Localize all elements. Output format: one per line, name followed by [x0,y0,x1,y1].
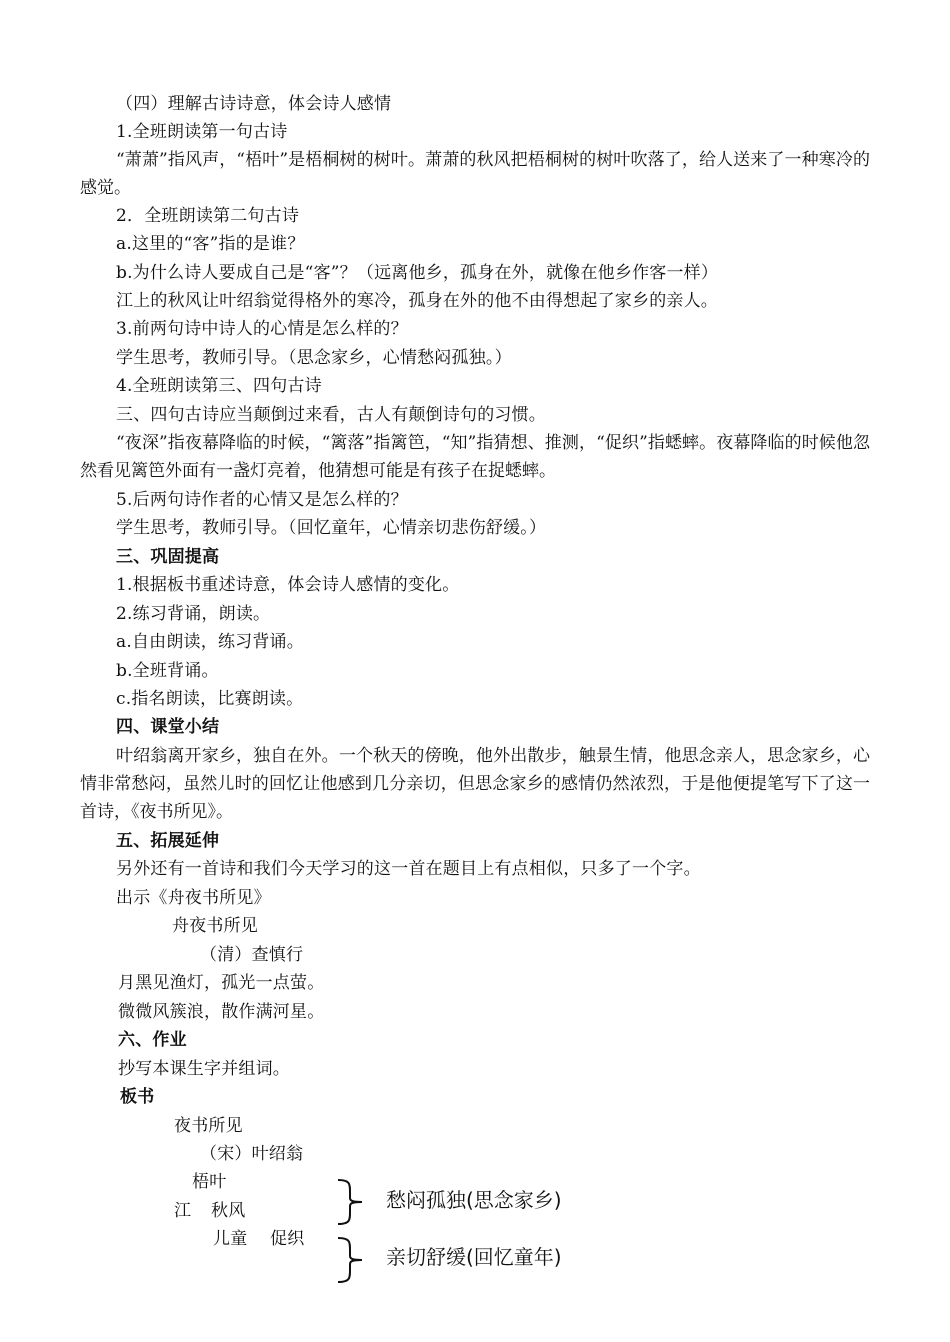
paragraph: 抄写本课生字并组词。 [118,1059,290,1079]
section-heading: 三、巩固提高 [116,547,220,567]
board-word: 梧叶 [192,1172,227,1192]
list-item: a.这里的“客”指的是谁？ [116,234,305,254]
board-emotion: 愁闷孤独(思念家乡) [386,1188,562,1212]
list-item: 5.后两句诗作者的心情又是怎么样的？ [116,490,408,510]
board-word: 秋风 [211,1201,246,1221]
paragraph: 叶绍翁离开家乡，独自在外。一个秋天的傍晚，他外出散步，触景生情，他思念亲人，思念家乡，心情非常愁闷，虽然儿时的回忆让他感到几分亲切，但思念家乡的感情仍然浓烈，于是他便提笔写下了这一首诗，《夜书所见》。 [80,746,870,822]
board-author: （宋）叶绍翁 [200,1144,304,1164]
list-item: 3.前两句诗中诗人的心情是怎么样的？ [116,319,408,339]
board-title: 夜书所见 [174,1116,243,1136]
section-heading: 五、拓展延伸 [116,831,220,851]
board-emotion: 亲切舒缓(回忆童年) [386,1245,562,1269]
list-item: 1.全班朗读第一句古诗 [116,122,288,142]
paragraph: 另外还有一首诗和我们今天学习的这一首在题目上有点相似，只多了一个字。 [116,859,701,879]
list-item: c.指名朗读，比赛朗读。 [116,689,304,709]
paragraph: “萧萧”指风声，“梧叶”是梧桐树的树叶。萧萧的秋风把梧桐树的树叶吹落了，给人送来了一种寒冷的感觉。 [80,150,870,198]
paragraph: 出示《舟夜书所见》 [116,888,271,908]
poem-title: 舟夜书所见 [172,916,258,936]
board-word: 江 [174,1201,192,1221]
board-word: 儿童 [213,1229,248,1249]
list-item: 4.全班朗读第三、四句古诗 [116,376,322,396]
section-heading: 四、课堂小结 [116,717,220,737]
list-item: b.为什么诗人要成自己是“客”？（远离他乡，孤身在外，就像在他乡作客一样） [116,263,719,283]
list-item: 2.练习背诵，朗读。 [116,604,271,624]
board-word: 促织 [270,1229,305,1249]
poem-author: （清）查慎行 [200,945,304,965]
paragraph: 江上的秋风让叶绍翁觉得格外的寒冷，孤身在外的他不由得想起了家乡的亲人。 [116,291,718,311]
paragraph: 三、四句古诗应当颠倒过来看，古人有颠倒诗句的习惯。 [116,405,546,425]
poem-line: 月黑见渔灯，孤光一点萤。 [118,973,325,993]
right-brace-icon [336,1236,366,1284]
list-item: 1.根据板书重述诗意，体会诗人感情的变化。 [116,575,460,595]
section-heading: 六、作业 [118,1030,187,1050]
section-heading: （四）理解古诗诗意，体会诗人感情 [116,94,392,114]
paragraph: 学生思考，教师引导。（思念家乡，心情愁闷孤独。） [116,348,512,368]
paragraph: 学生思考，教师引导。（回忆童年，心情亲切悲伤舒缓。） [116,518,547,538]
poem-line: 微微风簇浪，散作满河星。 [118,1002,325,1022]
list-item: b.全班背诵。 [116,661,219,681]
list-item: a.自由朗读，练习背诵。 [116,632,304,652]
list-item: 2．全班朗读第二句古诗 [116,206,300,226]
paragraph: “夜深”指夜幕降临的时候，“篱落”指篱笆，“知”指猜想、推测，“促织”指蟋蟀。夜幕降临的时候他忽然看见篱笆外面有一盏灯亮着，他猜想可能是有孩子在捉蟋蟀。 [80,433,870,481]
section-heading: 板书 [120,1087,155,1107]
right-brace-icon [336,1178,366,1226]
